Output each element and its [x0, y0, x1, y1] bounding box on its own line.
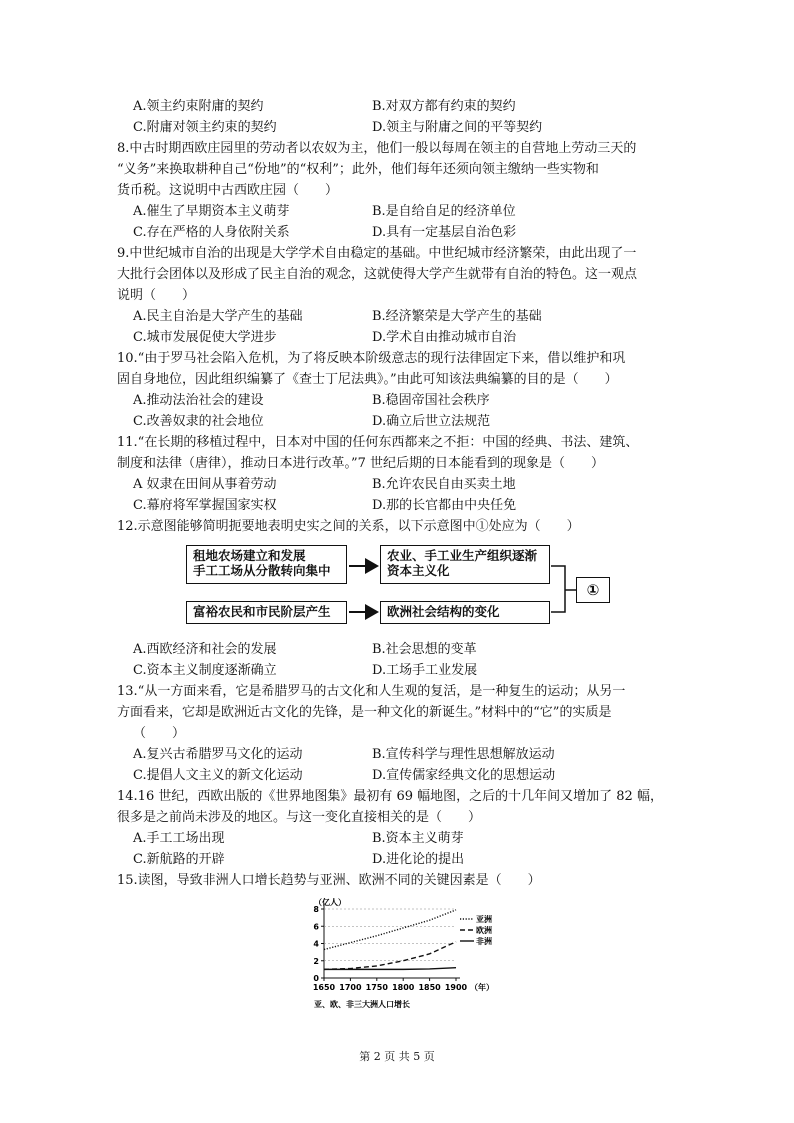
q14-option-b: B.资本主义萌芽 — [372, 831, 464, 846]
q12-option-a: A.西欧经济和社会的发展 — [133, 642, 277, 657]
chart-series-line — [324, 942, 456, 970]
q15-stem-line-1: 15.读图，导致非洲人口增长趋势与亚洲、欧洲不同的关键因素是（ ） — [117, 873, 541, 888]
q12-options-row-1 — [133, 642, 693, 658]
chart-legend-label: 亚洲 — [476, 915, 492, 924]
chart-y-ticks — [313, 905, 456, 983]
q13-options-row-1 — [133, 747, 693, 763]
q13-option-c: C.提倡人文主义的新文化运动 — [133, 768, 303, 783]
diagram-box-1-line-1: 租地农场建立和发展 — [193, 548, 306, 563]
chart-y-tick-label: 4 — [313, 939, 319, 949]
q9-stem-line-1: 9.中世纪城市自治的出现是大学学术自由稳定的基础。中世纪城市经济繁荣，由此出现了一 — [117, 246, 637, 261]
q13-stem-line-1: 13.“从一方面来看，它是希腊罗马的古文化和人生观的复活，是一种复生的运动；从另一 — [117, 684, 626, 699]
q13-option-b: B.宣传科学与理性思想解放运动 — [372, 747, 555, 762]
q14-option-d: D.进化论的提出 — [372, 852, 465, 867]
q13-stem-line-3: （ ） — [133, 726, 186, 741]
diagram-box-3-text: 富裕农民和市民阶层产生 — [193, 604, 331, 619]
chart-ylabel: （亿人） — [314, 898, 346, 907]
q7-option-a: A.领主约束附庸的契约 — [133, 99, 264, 114]
q7-option-d: D.领主与附庸之间的平等契约 — [372, 120, 543, 135]
chart-title: 亚、欧、非三大洲人口增长 — [314, 1000, 410, 1009]
chart-x-tick-label: 1700 — [339, 983, 362, 992]
q13-options-row-2 — [133, 768, 693, 784]
q12-option-d: D.工场手工业发展 — [372, 663, 478, 678]
population-chart — [300, 893, 510, 1013]
q8-option-c: C.存在严格的人身依附关系 — [133, 225, 290, 240]
chart-xlabel: （年） — [470, 983, 494, 992]
q11-option-b: B.允许农民自由买卖土地 — [372, 477, 516, 492]
diagram-result-label: ① — [586, 581, 600, 599]
diagram-box-2-line-2: 资本主义化 — [387, 563, 450, 578]
q13-option-a: A.复兴古希腊罗马文化的运动 — [133, 747, 303, 762]
q13-stem-line-2: 方面看来，它却是欧洲近古文化的先锋，是一种文化的新诞生。”材料中的“它”的实质是 — [117, 705, 612, 720]
diagram-box-2-line-1: 农业、手工业生产组织逐渐 — [387, 548, 538, 563]
q14-options-row-1 — [133, 831, 693, 847]
q11-stem-line-2: 制度和法律（唐律），推动日本进行改革。”7 世纪后期的日本能看到的现象是（ ） — [117, 456, 605, 471]
q12-stem-line-1: 12.示意图能够简明扼要地表明史实之间的关系，以下示意图中①处应为（ ） — [117, 519, 580, 534]
chart-x-tick-label: 1800 — [392, 983, 415, 992]
q8-stem-line-2: “义务”来换取耕种自己“份地”的“权利”；此外，他们每年还须向领主缴纳一些实物和 — [117, 162, 599, 177]
q10-option-b: B.稳固帝国社会秩序 — [372, 393, 490, 408]
chart-legend-label: 欧洲 — [476, 926, 492, 935]
q9-option-d: D.学术自由推动城市自治 — [372, 330, 517, 345]
q14-option-a: A.手工工场出现 — [133, 831, 225, 846]
q11-option-a: A 奴隶在田间从事着劳动 — [133, 477, 277, 492]
q9-option-a: A.民主自治是大学产生的基础 — [133, 309, 303, 324]
q8-stem-line-3: 货币税。这说明中古西欧庄园（ ） — [117, 183, 339, 198]
chart-x-tick-label: 1900 — [444, 983, 468, 992]
q10-stem-line-2: 固自身地位，因此组织编纂了《查士丁尼法典》。”由此可知该法典编纂的目的是（ ） — [117, 372, 618, 387]
q14-option-c: C.新航路的开辟 — [133, 852, 225, 867]
chart-y-tick-label: 6 — [313, 922, 319, 932]
page-footer: 第 2 页 共 5 页 — [359, 1050, 435, 1063]
chart-legend-label: 非洲 — [476, 937, 492, 946]
chart-x-ticks — [313, 978, 468, 992]
q10-option-d: D.确立后世立法规范 — [372, 414, 491, 429]
chart-legend — [460, 914, 492, 946]
q13-option-d: D.宣传儒家经典文化的思想运动 — [372, 768, 556, 783]
q8-option-d: D.具有一定基层自治色彩 — [372, 225, 517, 240]
q14-stem-line-1: 14.16 世纪，西欧出版的《世界地图集》最初有 69 幅地图，之后的十几年间又增加了 82 幅， — [117, 789, 663, 804]
q9-stem-line-2: 大批行会团体以及形成了民主自治的观念，这就使得大学产生就带有自治的特色。这一观点 — [117, 267, 638, 282]
q8-stem-line-1: 8.中古时期西欧庄园里的劳动者以农奴为主，他们一般以每周在领主的自营地上劳动三天的 — [117, 141, 637, 156]
q8-option-a: A.催生了早期资本主义萌芽 — [133, 204, 290, 219]
q14-stem-line-2: 很多是之前尚未涉及的地区。与这一变化直接相关的是（ ） — [117, 810, 482, 825]
q11-option-d: D.那的长官都由中央任免 — [372, 498, 517, 513]
q8-option-b: B.是自给自足的经济单位 — [372, 204, 516, 219]
q11-stem-line-1: 11.“在长期的移植过程中，日本对中国的任何东西都来之不拒：中国的经典、书法、建筑、 — [117, 435, 639, 450]
q7-option-b: B.对双方都有约束的契约 — [372, 99, 516, 114]
chart-x-tick-label: 1750 — [365, 983, 388, 992]
chart-y-tick-label: 2 — [313, 956, 319, 966]
chart-y-tick-label: 0 — [313, 974, 319, 983]
q9-stem-line-3: 说明（ ） — [117, 288, 196, 303]
q12-options-row-2 — [133, 663, 693, 679]
q7-option-c: C.附庸对领主约束的契约 — [133, 120, 277, 135]
diagram-box-4-text: 欧洲社会结构的变化 — [387, 604, 500, 619]
q9-option-c: C.城市发展促使大学进步 — [133, 330, 277, 345]
diagram-bracket — [551, 566, 565, 612]
q10-option-c: C.改善奴隶的社会地位 — [133, 414, 264, 429]
diagram-box-1-line-2: 手工工场从分散转向集中 — [193, 563, 331, 578]
q9-option-b: B.经济繁荣是大学产生的基础 — [372, 309, 542, 324]
q14-options-row-2 — [133, 852, 693, 868]
chart-x-tick-label: 1650 — [312, 983, 336, 992]
chart-y-tick-label: 8 — [313, 905, 319, 914]
q10-stem-line-1: 10.“由于罗马社会陷入危机，为了将反映本阶级意志的现行法律固定下来，借以维护和巩 — [117, 351, 626, 366]
q11-option-c: C.幕府将军掌握国家实权 — [133, 498, 277, 513]
q12-option-b: B.社会思想的变革 — [372, 642, 477, 657]
q12-option-c: C.资本主义制度逐渐确立 — [133, 663, 277, 678]
chart-x-tick-label: 1850 — [418, 983, 441, 992]
q10-option-a: A.推动法治社会的建设 — [133, 393, 264, 408]
